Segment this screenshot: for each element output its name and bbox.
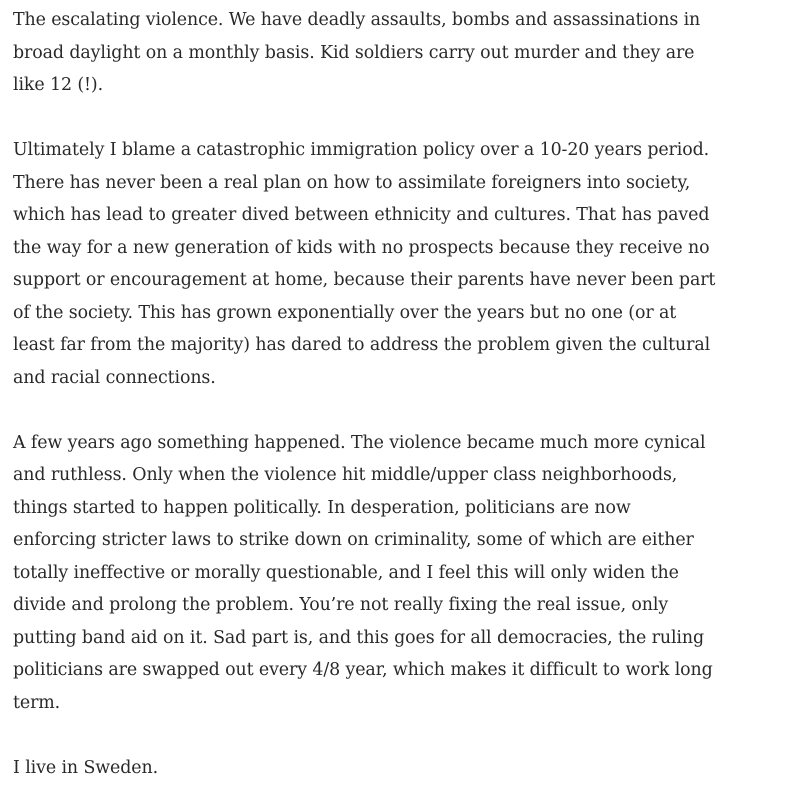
text-line: support or encouragement at home, because their parents have never been part bbox=[13, 270, 716, 290]
text-line: There has never been a real plan on how to assimilate foreigners into society, bbox=[13, 172, 691, 193]
paragraph bbox=[13, 4, 806, 102]
text-line: totally ineffective or morally questionable, and I feel this will only widen the bbox=[13, 562, 679, 583]
text-line: the way for a new generation of kids with no prospects because they receive no bbox=[13, 237, 710, 258]
text-line: politicians are swapped out every 4/8 year, which makes it difficult to work long bbox=[13, 660, 713, 680]
text-line: things started to happen politically. In desperation, politicians are now bbox=[13, 497, 631, 518]
text-line: and racial connections. bbox=[13, 367, 216, 388]
text-line: A few years ago something happened. The violence became much more cynical bbox=[13, 432, 706, 453]
paragraph bbox=[13, 134, 806, 394]
text-line: The escalating violence. We have deadly assaults, bombs and assassinations in bbox=[13, 10, 701, 30]
text-line: which has lead to greater dived between ethnicity and cultures. That has paved bbox=[13, 205, 710, 225]
text-line: divide and prolong the problem. You’re not really fixing the real issue, only bbox=[13, 595, 669, 615]
text-line: Ultimately I blame a catastrophic immigration policy over a 10-20 years period. bbox=[13, 140, 710, 160]
text-line: and ruthless. Only when the violence hit middle/upper class neighborhoods, bbox=[13, 465, 678, 485]
text-line: like 12 (!). bbox=[13, 75, 104, 95]
text-line: broad daylight on a monthly basis. Kid soldiers carry out murder and they are bbox=[13, 42, 695, 63]
text-line: of the society. This has grown exponentially over the years but no one (or at bbox=[13, 302, 677, 323]
paragraph bbox=[13, 752, 806, 785]
text-line: least far from the majority) has dared to address the problem given the cultural bbox=[13, 335, 711, 355]
text-line: enforcing stricter laws to strike down on criminality, some of which are either bbox=[13, 530, 694, 550]
text-line: putting band aid on it. Sad part is, and this goes for all democracies, the ruling bbox=[13, 627, 705, 648]
text-line: I live in Sweden. bbox=[13, 757, 158, 778]
paragraph bbox=[13, 427, 806, 720]
text-line: term. bbox=[13, 692, 61, 713]
